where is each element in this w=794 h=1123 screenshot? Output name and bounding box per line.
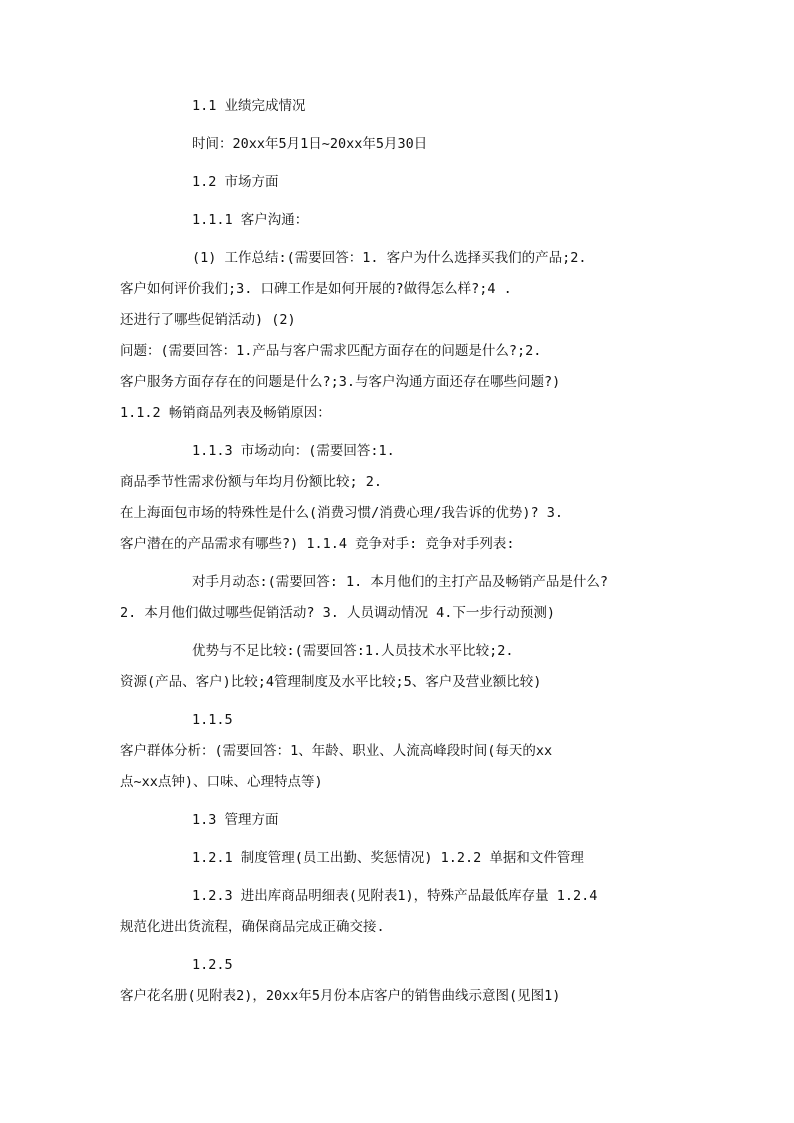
paragraph-line: 问题：(需要回答：1.产品与客户需求匹配方面存在的问题是什么?;2.	[120, 343, 542, 359]
paragraph-line: 1.2.1 制度管理(员工出勤、奖惩情况) 1.2.2 单据和文件管理	[192, 850, 584, 866]
heading-1-2: 1.2 市场方面	[192, 174, 279, 190]
paragraph-line: 对手月动态:(需要回答: 1. 本月他们的主打产品及畅销产品是什么?	[192, 574, 609, 590]
paragraph-line: 商品季节性需求份额与年均月份额比较; 2.	[120, 474, 383, 490]
heading-1-1: 1.1 业绩完成情况	[192, 98, 306, 114]
heading-1-1-5: 1.1.5	[192, 712, 233, 728]
paragraph-line: 1.2.3 进出库商品明细表(见附表1)，特殊产品最低库存量 1.2.4	[192, 888, 598, 904]
paragraph-line: 还进行了哪些促销活动) (2)	[120, 312, 296, 328]
paragraph-line: 客户服务方面存存在的问题是什么?;3.与客户沟通方面还存在哪些问题?)	[120, 374, 561, 390]
heading-1-3: 1.3 管理方面	[192, 812, 279, 828]
paragraph-line: 客户群体分析：(需要回答：1、年龄、职业、人流高峰段时间(每天的xx	[120, 743, 553, 759]
heading-1-2-5: 1.2.5	[192, 957, 233, 973]
heading-1-1-1: 1.1.1 客户沟通：	[192, 212, 309, 228]
paragraph-line: 在上海面包市场的特殊性是什么(消费习惯/消费心理/我告诉的优势)? 3.	[120, 505, 564, 521]
time-line: 时间：20xx年5月1日~20xx年5月30日	[192, 136, 428, 152]
paragraph-line: 客户花名册(见附表2)，20xx年5月份本店客户的销售曲线示意图(见图1)	[120, 988, 561, 1004]
heading-1-1-3: 1.1.3 市场动向：(需要回答:1.	[192, 443, 395, 459]
paragraph-line: 2. 本月他们做过哪些促销活动? 3. 人员调动情况 4.下一步行动预测)	[120, 605, 556, 621]
paragraph-line: 规范化进出货流程，确保商品完成正确交接.	[120, 919, 385, 935]
paragraph-line: (1) 工作总结:(需要回答：1. 客户为什么选择买我们的产品;2.	[192, 250, 587, 266]
paragraph-line: 优势与不足比较:(需要回答:1.人员技术水平比较;2.	[192, 643, 514, 659]
paragraph-line: 客户潜在的产品需求有哪些?) 1.1.4 竞争对手: 竞争对手列表:	[120, 536, 515, 552]
heading-1-1-2: 1.1.2 畅销商品列表及畅销原因：	[120, 405, 331, 421]
paragraph-line: 资源(产品、客户)比较;4管理制度及水平比较;5、客户及营业额比较)	[120, 674, 542, 690]
paragraph-line: 客户如何评价我们;3. 口碑工作是如何开展的?做得怎么样?;4 .	[120, 281, 512, 297]
paragraph-line: 点~xx点钟)、口味、心理特点等)	[120, 774, 323, 790]
